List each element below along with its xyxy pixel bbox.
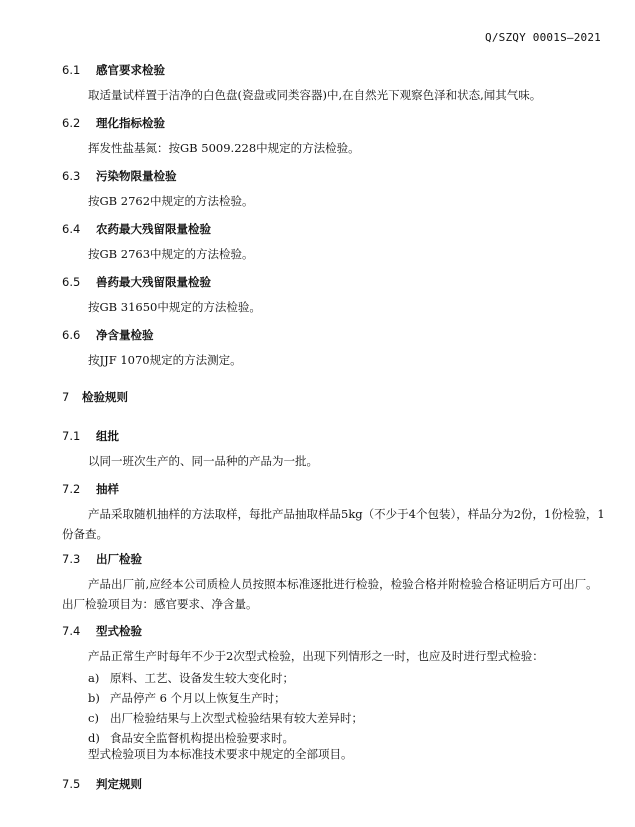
heading-7-2	[62, 481, 119, 497]
section-title: 农药最大残留限量检验	[96, 222, 211, 236]
section-number: 7.2	[62, 482, 81, 496]
section-number: 7.1	[62, 429, 81, 443]
paragraph-6-4: 按GB 2763中规定的方法检验。	[88, 247, 254, 261]
heading-6-6	[62, 327, 154, 343]
paragraph-6-2: 挥发性盐基氮：按GB 5009.228中规定的方法检验。	[88, 141, 360, 155]
list-item	[88, 670, 294, 686]
paragraph-6-3: 按GB 2762中规定的方法检验。	[88, 194, 254, 208]
section-title: 型式检验	[96, 624, 142, 638]
list-marker: b)	[88, 691, 100, 705]
section-title: 净含量检验	[96, 328, 154, 342]
heading-6-5	[62, 274, 211, 290]
heading-7	[62, 389, 128, 405]
document-code: Q/SZQY 0001S—2021	[485, 31, 601, 44]
section-title: 兽药最大残留限量检验	[96, 275, 211, 289]
heading-7-5	[62, 776, 142, 792]
section-number: 7.4	[62, 624, 81, 638]
paragraph-7-1: 以同一班次生产的、同一品种的产品为一批。	[88, 454, 318, 468]
list-marker: d)	[88, 731, 100, 745]
list-text: 原料、工艺、设备发生较大变化时；	[110, 671, 294, 685]
heading-7-3	[62, 551, 142, 567]
section-number: 7	[62, 390, 70, 404]
list-marker: c)	[88, 711, 99, 725]
section-number: 6.3	[62, 169, 81, 183]
section-number: 7.3	[62, 552, 81, 566]
heading-6-2	[62, 115, 165, 131]
heading-6-4	[62, 221, 211, 237]
section-title: 抽样	[96, 482, 119, 496]
section-title: 理化指标检验	[96, 116, 165, 130]
section-title: 判定规则	[96, 777, 142, 791]
section-number: 6.6	[62, 328, 81, 342]
section-number: 6.2	[62, 116, 81, 130]
section-title: 组批	[96, 429, 119, 443]
heading-6-1	[62, 62, 165, 78]
list-text: 产品停产 6 个月以上恢复生产时；	[110, 691, 286, 705]
heading-7-4	[62, 623, 142, 639]
list-marker: a)	[88, 671, 100, 685]
section-title: 出厂检验	[96, 552, 142, 566]
paragraph-7-3: 产品出厂前,应经本公司质检人员按照本标准逐批进行检验，检验合格并附检验合格证明后方可出厂。出厂检验项目为：感官要求、净含量。	[62, 577, 598, 611]
heading-7-1	[62, 428, 119, 444]
section-title: 污染物限量检验	[96, 169, 177, 183]
list-text: 出厂检验结果与上次型式检验结果有较大差异时；	[110, 711, 363, 725]
list-item	[88, 710, 363, 726]
section-number: 6.4	[62, 222, 81, 236]
heading-6-3	[62, 168, 177, 184]
paragraph-7-4-intro: 产品正常生产时每年不少于2次型式检验，出现下列情形之一时，也应及时进行型式检验：	[88, 649, 544, 663]
list-item	[88, 690, 286, 706]
paragraph-7-4-closing: 型式检验项目为本标准技术要求中规定的全部项目。	[88, 747, 353, 761]
section-title: 感官要求检验	[96, 63, 165, 77]
paragraph-6-1: 取适量试样置于洁净的白色盘(瓷盘或同类容器)中,在自然光下观察色泽和状态,闻其气味。	[88, 88, 542, 102]
paragraph-6-6: 按JJF 1070规定的方法测定。	[88, 353, 242, 367]
section-number: 7.5	[62, 777, 81, 791]
paragraph-7-2: 产品采取随机抽样的方法取样，每批产品抽取样品5kg（不少于4个包装），样品分为2份，1份检验，1份备查。	[62, 507, 605, 541]
paragraph-6-5: 按GB 31650中规定的方法检验。	[88, 300, 261, 314]
section-number: 6.5	[62, 275, 81, 289]
section-title: 检验规则	[82, 390, 128, 404]
section-number: 6.1	[62, 63, 81, 77]
list-text: 食品安全监督机构提出检验要求时。	[110, 731, 294, 745]
